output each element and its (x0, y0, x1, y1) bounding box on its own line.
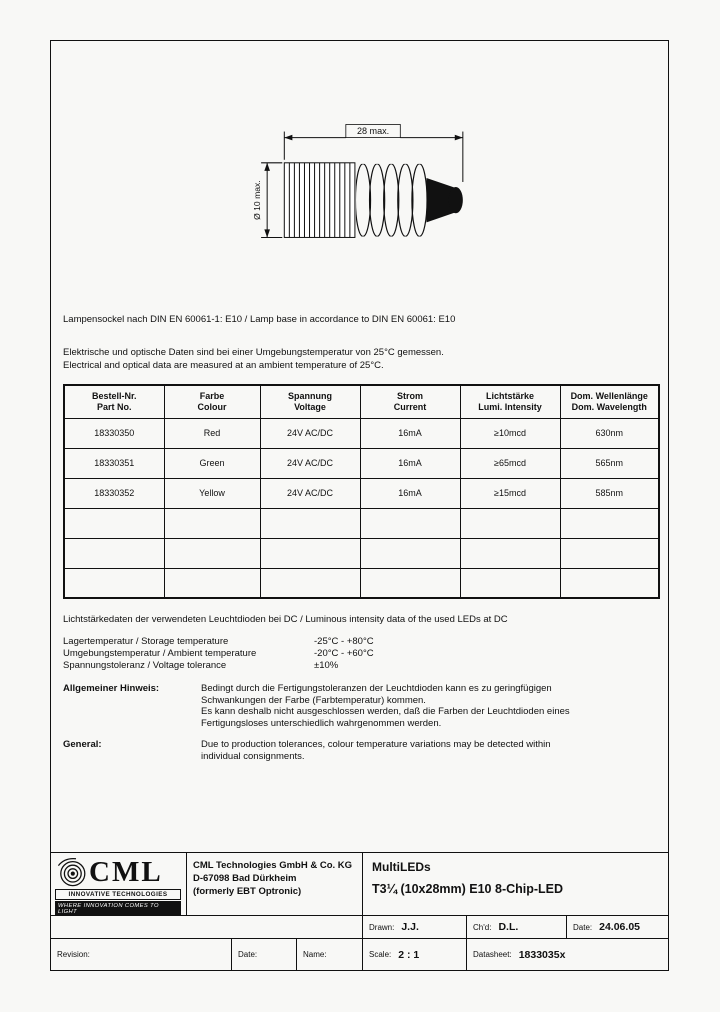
cell-wavelength: 565nm (560, 448, 659, 478)
cell-empty (164, 508, 260, 538)
col-header-partno: Bestell-Nr. Part No. (64, 385, 164, 418)
cell-current: 16mA (360, 448, 460, 478)
cell-empty (64, 568, 164, 598)
cell-empty (164, 568, 260, 598)
measurement-note (63, 347, 444, 372)
cell-empty (460, 508, 560, 538)
datasheet-value: 1833035x (518, 948, 566, 961)
table-row (64, 418, 659, 448)
condition-row (63, 660, 374, 672)
dim-arrow-right (455, 135, 463, 141)
drawn-cell (362, 916, 466, 938)
cell-colour: Red (164, 418, 260, 448)
cell-intensity: ≥65mcd (460, 448, 560, 478)
measurement-note-de: Elektrische und optische Daten sind bei einer Umgebungstemperatur von 25°C gemessen. (63, 347, 444, 358)
contact-tip (427, 178, 463, 222)
conditions-list (63, 636, 374, 672)
date-label: Date: (573, 922, 593, 932)
condition-value: -25°C - +80°C (314, 636, 374, 647)
cell-wavelength: 585nm (560, 478, 659, 508)
col-header-colour: Farbe Colour (164, 385, 260, 418)
condition-value: ±10% (314, 660, 339, 671)
text-line: Fertigungsloses unterschiedlich wahrgenommen werden. (201, 717, 442, 729)
general-note-de-label: Allgemeiner Hinweis: (63, 683, 160, 694)
product-title-block (362, 853, 668, 915)
revision-date-label: Date: (238, 950, 258, 959)
dim-arrow-top (264, 163, 270, 171)
luminous-intensity-note: Lichtstärkedaten der verwendeten Leuchtdioden bei DC / Luminous intensity data of the used LEDs at DC (63, 614, 508, 625)
text-line: individual consignments. (201, 750, 305, 762)
revision-name-label: Name: (303, 950, 327, 959)
screw-thread (355, 164, 427, 237)
cell-empty (560, 508, 659, 538)
title-block-mid-row (51, 915, 668, 938)
table-row-empty (64, 508, 659, 538)
condition-row (63, 648, 374, 660)
spec-table-header-row (64, 385, 659, 418)
company-line: D-67098 Bad Dürkheim (193, 873, 297, 884)
cell-partno: 18330351 (64, 448, 164, 478)
scale-label: Scale: (369, 950, 392, 959)
date-cell (566, 916, 668, 938)
lamp-body (284, 163, 355, 238)
revision-cell (51, 939, 231, 970)
general-note-de (63, 683, 570, 729)
datasheet-label: Datasheet: (473, 950, 512, 959)
col-header-current: Strom Current (360, 385, 460, 418)
spec-table (63, 384, 660, 599)
diameter-dimension-label: Ø 10 max. (252, 180, 263, 220)
text-line: Bedingt durch die Fertigungstoleranzen der Leuchtdioden kann es zu geringfügigen (201, 683, 552, 694)
cell-empty (360, 538, 460, 568)
dim-arrow-left (284, 135, 292, 141)
datasheet-cell (466, 939, 668, 970)
cell-current: 16mA (360, 418, 460, 448)
cell-partno: 18330350 (64, 418, 164, 448)
company-line: (formerly EBT Optronic) (193, 886, 302, 897)
cell-voltage: 24V AC/DC (260, 418, 360, 448)
condition-label: Spannungstoleranz / Voltage tolerance (63, 660, 227, 671)
cml-logo (51, 853, 186, 915)
table-row-empty (64, 568, 659, 598)
cell-intensity: ≥10mcd (460, 418, 560, 448)
dim-arrow-bottom (264, 229, 270, 237)
checked-cell (466, 916, 566, 938)
cell-intensity: ≥15mcd (460, 478, 560, 508)
cell-colour: Green (164, 448, 260, 478)
drawn-label: Drawn: (369, 922, 395, 932)
company-address (186, 853, 362, 915)
general-note-en (63, 739, 551, 762)
checked-label: Ch'd: (473, 922, 492, 932)
company-line: CML Technologies GmbH & Co. KG (193, 860, 353, 871)
cell-current: 16mA (360, 478, 460, 508)
cml-logo-eye-icon (55, 856, 89, 888)
text-line: Schwankungen der Farbe (Farbtemperatur) kommen. (201, 694, 426, 706)
cell-empty (260, 568, 360, 598)
logo-top (55, 856, 163, 888)
condition-row (63, 636, 374, 648)
revision-label: Revision: (57, 950, 90, 959)
cell-voltage: 24V AC/DC (260, 478, 360, 508)
condition-label: Lagertemperatur / Storage temperature (63, 636, 229, 647)
cell-empty (560, 568, 659, 598)
col-header-voltage: Spannung Voltage (260, 385, 360, 418)
drawing-frame (50, 40, 669, 971)
cell-partno: 18330352 (64, 478, 164, 508)
general-note-de-text (201, 683, 570, 729)
logo-subtitle: INNOVATIVE TECHNOLOGIES (55, 889, 181, 900)
date-value: 24.06.05 (599, 921, 640, 933)
table-row-empty (64, 538, 659, 568)
cell-voltage: 24V AC/DC (260, 448, 360, 478)
logo-tagline: WHERE INNOVATION COMES TO LIGHT (55, 901, 181, 915)
revision-date-cell (231, 939, 296, 970)
col-header-intensity: Lichtstärke Lumi. Intensity (460, 385, 560, 418)
cell-empty (360, 508, 460, 538)
title-block-top-row (51, 853, 668, 915)
cell-empty (360, 568, 460, 598)
table-row (64, 448, 659, 478)
general-note-en-text (201, 739, 551, 762)
text-line: Due to production tolerances, colour temperature variations may be detected within (201, 739, 551, 750)
cell-empty (260, 538, 360, 568)
cell-empty (460, 538, 560, 568)
scale-cell (362, 939, 466, 970)
condition-label: Umgebungstemperatur / Ambient temperature (63, 648, 257, 659)
product-family: MultiLEDs (372, 860, 431, 874)
scale-value: 2 : 1 (398, 948, 420, 961)
text-line: Es kann deshalb nicht ausgeschlossen werden, daß die Farben der Leuchtdioden eines (201, 706, 570, 717)
logo-wordmark: CML (89, 856, 163, 888)
cell-empty (64, 508, 164, 538)
diameter-dimension (261, 163, 282, 238)
revision-name-cell (296, 939, 362, 970)
cell-empty (164, 538, 260, 568)
general-note-en-label: General: (63, 739, 102, 750)
cell-wavelength: 630nm (560, 418, 659, 448)
checked-value: D.L. (498, 921, 519, 933)
table-row (64, 478, 659, 508)
product-title: T3¼ (10x28mm) E10 8-Chip-LED (372, 882, 564, 896)
cell-empty (560, 538, 659, 568)
col-header-wavelength: Dom. Wellenlänge Dom. Wavelength (560, 385, 659, 418)
length-dimension-label: 28 max. (356, 126, 390, 137)
lamp-technical-drawing (249, 119, 481, 251)
title-block-bottom-row (51, 938, 668, 970)
drawn-value: J.J. (401, 921, 419, 933)
title-block (51, 852, 668, 970)
cell-empty (260, 508, 360, 538)
cell-colour: Yellow (164, 478, 260, 508)
condition-value: -20°C - +60°C (314, 648, 374, 659)
cell-empty (460, 568, 560, 598)
measurement-note-en: Electrical and optical data are measured at an ambient temperature of 25°C. (63, 359, 384, 371)
lamp-base-note: Lampensockel nach DIN EN 60061-1: E10 / Lamp base in accordance to DIN EN 60061: E10 (63, 314, 456, 325)
cell-empty (64, 538, 164, 568)
empty-cell (51, 916, 362, 938)
